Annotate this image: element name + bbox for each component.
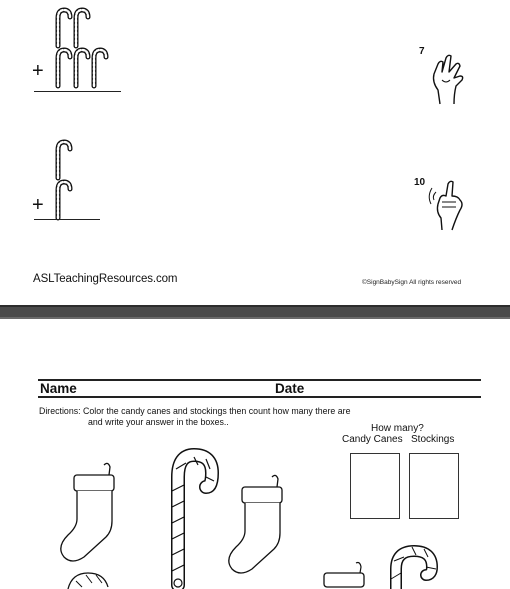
directions-line-1: Directions: Color the candy canes and stockings then count how many there are — [39, 406, 351, 416]
header-line — [38, 379, 481, 381]
candy-cane-group-bottom-1 — [52, 48, 122, 88]
candy-cane-partial-icon — [62, 569, 112, 589]
name-date-line — [38, 396, 481, 398]
candy-cane-group-top-1 — [52, 8, 112, 48]
page-separator — [0, 305, 510, 319]
stocking-hook-icon — [170, 577, 186, 589]
candy-cane-icon — [58, 10, 70, 46]
candy-cane-partial-icon — [388, 545, 442, 589]
answer-line-1 — [34, 91, 121, 92]
stocking-icon — [54, 459, 124, 569]
footer-website: ASLTeachingResources.com — [33, 273, 178, 285]
candy-cane-icon — [94, 50, 106, 86]
candy-cane-large-icon — [166, 451, 226, 587]
stockings-column-label: Stockings — [411, 434, 455, 445]
asl-hand-sign-icon — [424, 50, 472, 106]
plus-operator-2: + — [32, 194, 44, 216]
stocking-icon — [220, 471, 290, 581]
candy-cane-icon — [58, 142, 70, 178]
candy-cane-group-bottom-2 — [52, 180, 76, 220]
candy-canes-column-label: Candy Canes — [342, 434, 403, 445]
worksheet-page-bottom — [0, 319, 510, 586]
footer-copyright: ©SignBabySign All rights reserved — [362, 279, 462, 286]
sign-number-label-1: 7 — [419, 46, 425, 57]
candy-cane-icon — [58, 50, 70, 86]
candy-cane-icon — [76, 50, 88, 86]
stocking-partial-icon — [320, 561, 370, 589]
answer-line-2 — [34, 219, 100, 220]
candy-cane-icon — [76, 10, 88, 46]
name-label: Name — [40, 381, 77, 396]
plus-operator-1: + — [32, 60, 44, 82]
directions-line-2: and write your answer in the boxes.. — [88, 417, 229, 427]
how-many-label: How many? — [371, 423, 424, 434]
asl-hand-sign-icon — [428, 176, 472, 232]
stockings-answer-box[interactable] — [409, 453, 459, 519]
date-label: Date — [275, 381, 305, 396]
candy-canes-answer-box[interactable] — [350, 453, 400, 519]
sign-number-label-2: 10 — [414, 177, 426, 188]
candy-cane-group-top-2 — [52, 140, 76, 180]
candy-cane-icon — [58, 182, 70, 218]
